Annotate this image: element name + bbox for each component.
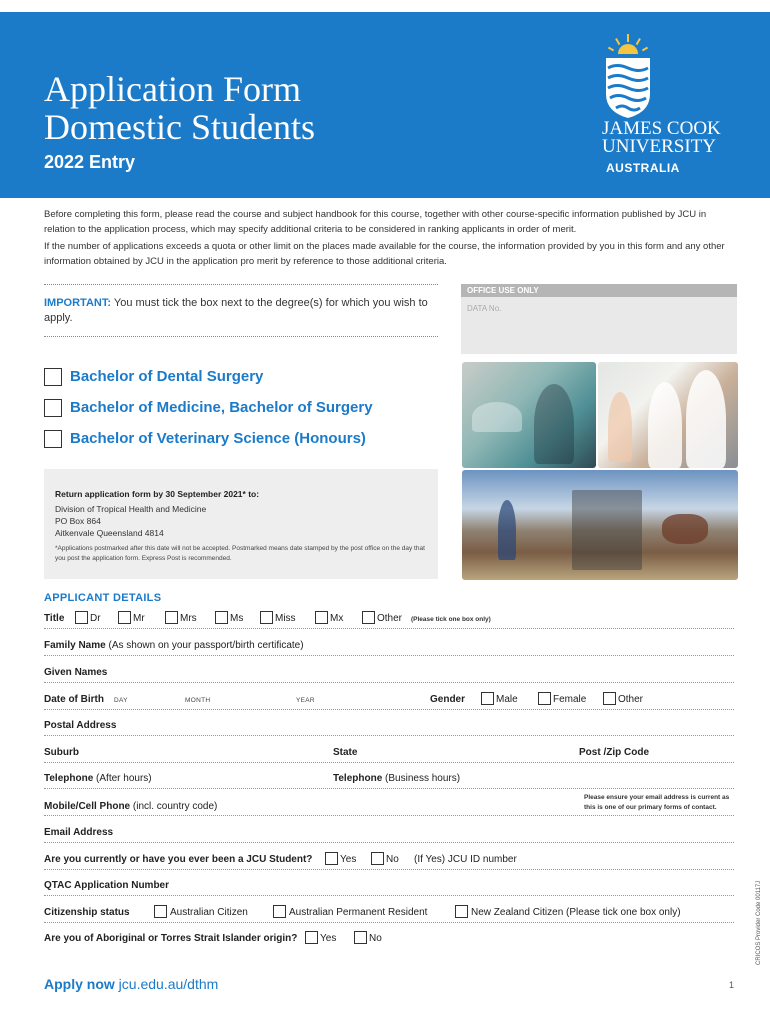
email-notice-line1: Please ensure your email address is current as [584,794,730,801]
jcu-student-no-checkbox[interactable] [371,852,384,865]
degree-checkbox[interactable] [44,368,62,386]
data-number-label: DATA No. [467,304,502,313]
title-mx-checkbox[interactable] [315,611,328,624]
cricos-code: CRICOS Provider Code 00117J [756,880,762,965]
title-label: Title [44,613,65,624]
degree-label: Bachelor of Medicine, Bachelor of Surgery [70,399,373,416]
title-mr-checkbox[interactable] [118,611,131,624]
qtac-label: QTAC Application Number [44,880,169,891]
qtac-number-field[interactable] [44,876,734,896]
title-option-label: Dr [90,613,101,624]
postcode-label: Post /Zip Code [579,747,649,758]
dob-day-field[interactable]: DAY [114,697,128,704]
citizen-new-zealand-checkbox[interactable] [455,905,468,918]
title-option-label: Mrs [180,613,197,624]
postal-address-field[interactable] [44,716,734,736]
gender-male-checkbox[interactable] [481,692,494,705]
citizen-permanent-resident-checkbox[interactable] [273,905,286,918]
given-names-field[interactable] [44,663,734,683]
important-label: IMPORTANT: [44,297,112,309]
office-use-heading: OFFICE USE ONLY [461,284,737,297]
postal-address-label: Postal Address [44,720,117,731]
suburb-label: Suburb [44,747,79,758]
office-use-box [461,284,737,354]
apply-now-link[interactable] [44,976,218,992]
title-ms-checkbox[interactable] [215,611,228,624]
return-address-line: Aitkenvale Queensland 4814 [55,528,164,538]
jcu-student-row [44,850,734,870]
jcu-id-label: (If Yes) JCU ID number [414,854,517,865]
aboriginal-origin-row [44,929,734,949]
email-label: Email Address [44,827,114,838]
logo-text-australia: AUSTRALIA [606,161,680,175]
yes-label: Yes [320,933,337,944]
email-field[interactable] [44,823,734,843]
dob-year-field[interactable]: YEAR [296,697,315,704]
form-title-line1: Application Form [44,69,301,109]
applicant-details-heading: APPLICANT DETAILS [44,592,162,604]
title-dr-checkbox[interactable] [75,611,88,624]
degree-checkbox[interactable] [44,430,62,448]
aboriginal-no-checkbox[interactable] [354,931,367,944]
dob-label: Date of Birth [44,694,104,705]
citizenship-option-label: Australian Citizen [170,907,248,918]
title-option-label: Mr [133,613,145,624]
apply-now-label: Apply now [44,976,115,992]
entry-year: 2022 Entry [44,152,136,172]
divider [44,336,438,337]
citizenship-option-label: New Zealand Citizen (Please tick one box only) [471,907,681,918]
apply-url[interactable]: jcu.edu.au/dthm [118,976,219,992]
no-label: No [386,854,399,865]
logo-text-university: UNIVERSITY [602,136,716,157]
dental-surgery-photo [462,362,596,468]
aboriginal-question: Are you of Aboriginal or Torres Strait Islander origin? [44,933,298,944]
citizenship-label: Citizenship status [44,907,130,918]
mobile-label: Mobile/Cell Phone (incl. country code) [44,801,218,812]
family-name-label: Family Name (As shown on your passport/birth certificate) [44,640,304,651]
state-label: State [333,747,358,758]
title-option-label: Miss [275,613,296,624]
title-miss-checkbox[interactable] [260,611,273,624]
dob-gender-row [44,690,734,710]
title-row [44,609,734,629]
page-number: 1 [729,980,735,990]
veterinary-cattle-yard-photo [462,470,738,580]
intro-paragraph-1: Before completing this form, please read the course and subject handbook for this course, together with other course-specific information published by JCU in relation to the application process, which may specify additional criteria to be considered in ranking applicants in order of merit. [44,209,707,235]
gender-option-label: Male [496,694,518,705]
jcu-student-yes-checkbox[interactable] [325,852,338,865]
intro-paragraph-2: If the number of applications exceeds a quota or other limit on the places made available for the course, the information provided by you in this form and any other information obtained by JCU in the application pro merit by reference to those additional criteria. [44,241,725,267]
citizen-australian-checkbox[interactable] [154,905,167,918]
return-deadline: Return application form by 30 September 2021* to: [55,489,260,499]
title-other-checkbox[interactable] [362,611,375,624]
yes-label: Yes [340,854,357,865]
return-note: *Applications postmarked after this date will not be accepted. Postmarked means date stamped by the post office on the day that you post the application form. Express Post is recommended. [55,545,425,562]
degree-label: Bachelor of Veterinary Science (Honours) [70,430,366,447]
gender-female-checkbox[interactable] [538,692,551,705]
medical-students-photo [598,362,738,468]
jcu-student-question: Are you currently or have you ever been a JCU Student? [44,854,313,865]
no-label: No [369,933,382,944]
important-notice [44,296,434,326]
family-name-field[interactable] [44,636,734,656]
form-title-line2: Domestic Students [44,107,315,147]
telephone-business-label: Telephone (Business hours) [333,773,461,784]
gender-option-label: Female [553,694,587,705]
degree-label: Bachelor of Dental Surgery [70,368,264,385]
title-option-label: Ms [230,613,244,624]
email-notice-line2: this is one of our primary forms of contact. [584,804,717,811]
telephone-row [44,769,734,789]
mobile-phone-field[interactable] [44,796,734,816]
gender-other-checkbox[interactable] [603,692,616,705]
gender-label: Gender [430,694,466,705]
return-address-line: PO Box 864 [55,516,101,526]
return-address-line: Division of Tropical Health and Medicine [55,504,207,514]
title-option-label: Other [377,613,403,624]
citizenship-option-label: Australian Permanent Resident [289,907,428,918]
given-names-label: Given Names [44,667,108,678]
telephone-after-hours-label: Telephone (After hours) [44,773,152,784]
divider [44,284,438,285]
dob-month-field[interactable]: MONTH [185,697,211,704]
title-note: (Please tick one box only) [411,616,491,623]
aboriginal-yes-checkbox[interactable] [305,931,318,944]
gender-option-label: Other [618,694,644,705]
title-option-label: Mx [330,613,344,624]
suburb-state-row [44,743,734,763]
title-mrs-checkbox[interactable] [165,611,178,624]
important-text: You must tick the box next to the degree(s) for which you wish to apply. [44,297,428,324]
logo-text-james-cook: JAMES COOK [602,118,721,139]
degree-checkbox[interactable] [44,399,62,417]
citizenship-row [44,903,734,923]
return-instructions-box [44,469,438,579]
